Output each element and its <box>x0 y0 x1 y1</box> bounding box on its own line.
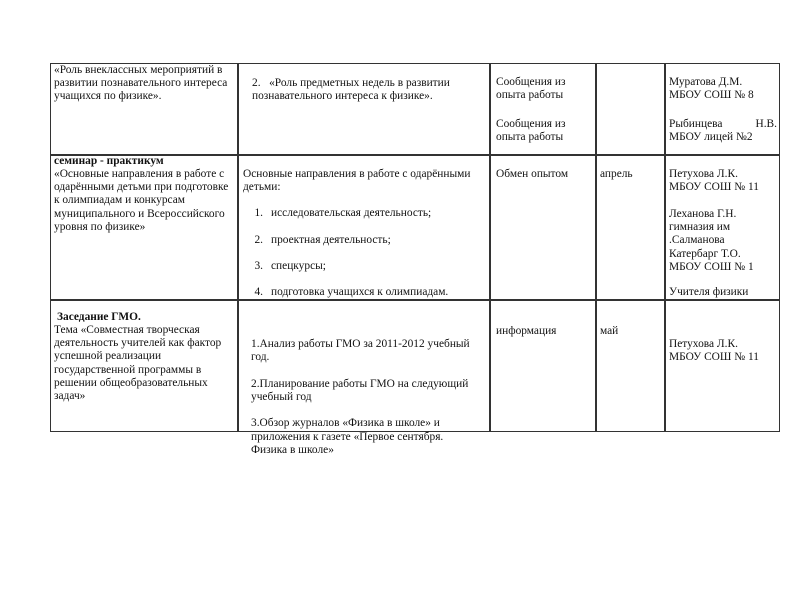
resp-school: МБОУ лицей №2 <box>669 131 753 144</box>
list-item: 4. подготовка учащихся к олимпиадам. <box>254 286 449 299</box>
row2-topic: «Основные направления в работе с одарёнными детьми при подготовке к олимпиадам и конкурсам муниципального и Всероссийского уровня по физике» <box>54 168 229 233</box>
column-divider <box>237 63 239 432</box>
column-divider <box>595 63 597 432</box>
row2-content-list <box>243 194 448 313</box>
row3-responsible: Петухова Л.К. МБОУ СОШ № 11 <box>669 338 759 364</box>
row3-topic: Тема «Совместная творческая деятельность учителей как фактор успешной реализации государственной программы в решении общеобразовательных задач» <box>54 324 222 403</box>
row1-form-1: Сообщения из опыта работы <box>496 76 566 102</box>
list-item: 2. проектная деятельность; <box>254 233 391 246</box>
row1-content-num: 2. <box>252 77 261 89</box>
list-item: 1.Анализ работы ГМО за 2011-2012 учебный год. <box>251 338 470 364</box>
row1-topic: «Роль внеклассных мероприятий в развитии познавательного интереса учащихся по физике». <box>54 64 228 103</box>
row2-content-intro: Основные направления в работе с одарёнными детьми: <box>243 168 471 194</box>
column-divider <box>489 63 491 432</box>
resp-initials: Н.В. <box>755 118 777 130</box>
row2-heading: семинар - практикум <box>54 155 164 167</box>
row1-content-text: «Роль предметных недель в развитии познавательного интереса к физике». <box>252 77 450 103</box>
row1-form-2: Сообщения из опыта работы <box>496 118 566 144</box>
row1-responsible-2 <box>669 118 777 144</box>
row3-date: май <box>600 325 619 337</box>
row2-responsible-3: Учителя физики <box>669 286 749 298</box>
row3-form: информация <box>496 325 557 337</box>
row2-form: Обмен опытом <box>496 168 569 180</box>
row2-responsible-2: Леханова Г.Н. гимназия им .Салманова Катербарг Т.О. МБОУ СОШ № 1 <box>669 208 754 273</box>
row1-content <box>252 77 450 103</box>
list-item: 2.Планирование работы ГМО на следующий учебный год <box>251 377 469 404</box>
column-divider <box>664 63 666 432</box>
row2-date: апрель <box>600 168 633 180</box>
resp-name: Рыбинцева <box>669 118 723 130</box>
list-item: 1. исследовательская деятельность; <box>254 207 432 220</box>
row3-content-list <box>251 325 470 470</box>
list-item: 3.Обзор журналов «Физика в школе» и приложения к газете «Первое сентября. Физика в школе» <box>251 417 444 456</box>
row2-responsible-1: Петухова Л.К. МБОУ СОШ № 11 <box>669 168 759 194</box>
row1-responsible-1: Муратова Д.М. МБОУ СОШ № 8 <box>669 76 754 102</box>
list-item: 3. спецкурсы; <box>254 260 326 273</box>
row3-heading: Заседание ГМО. <box>57 311 141 323</box>
